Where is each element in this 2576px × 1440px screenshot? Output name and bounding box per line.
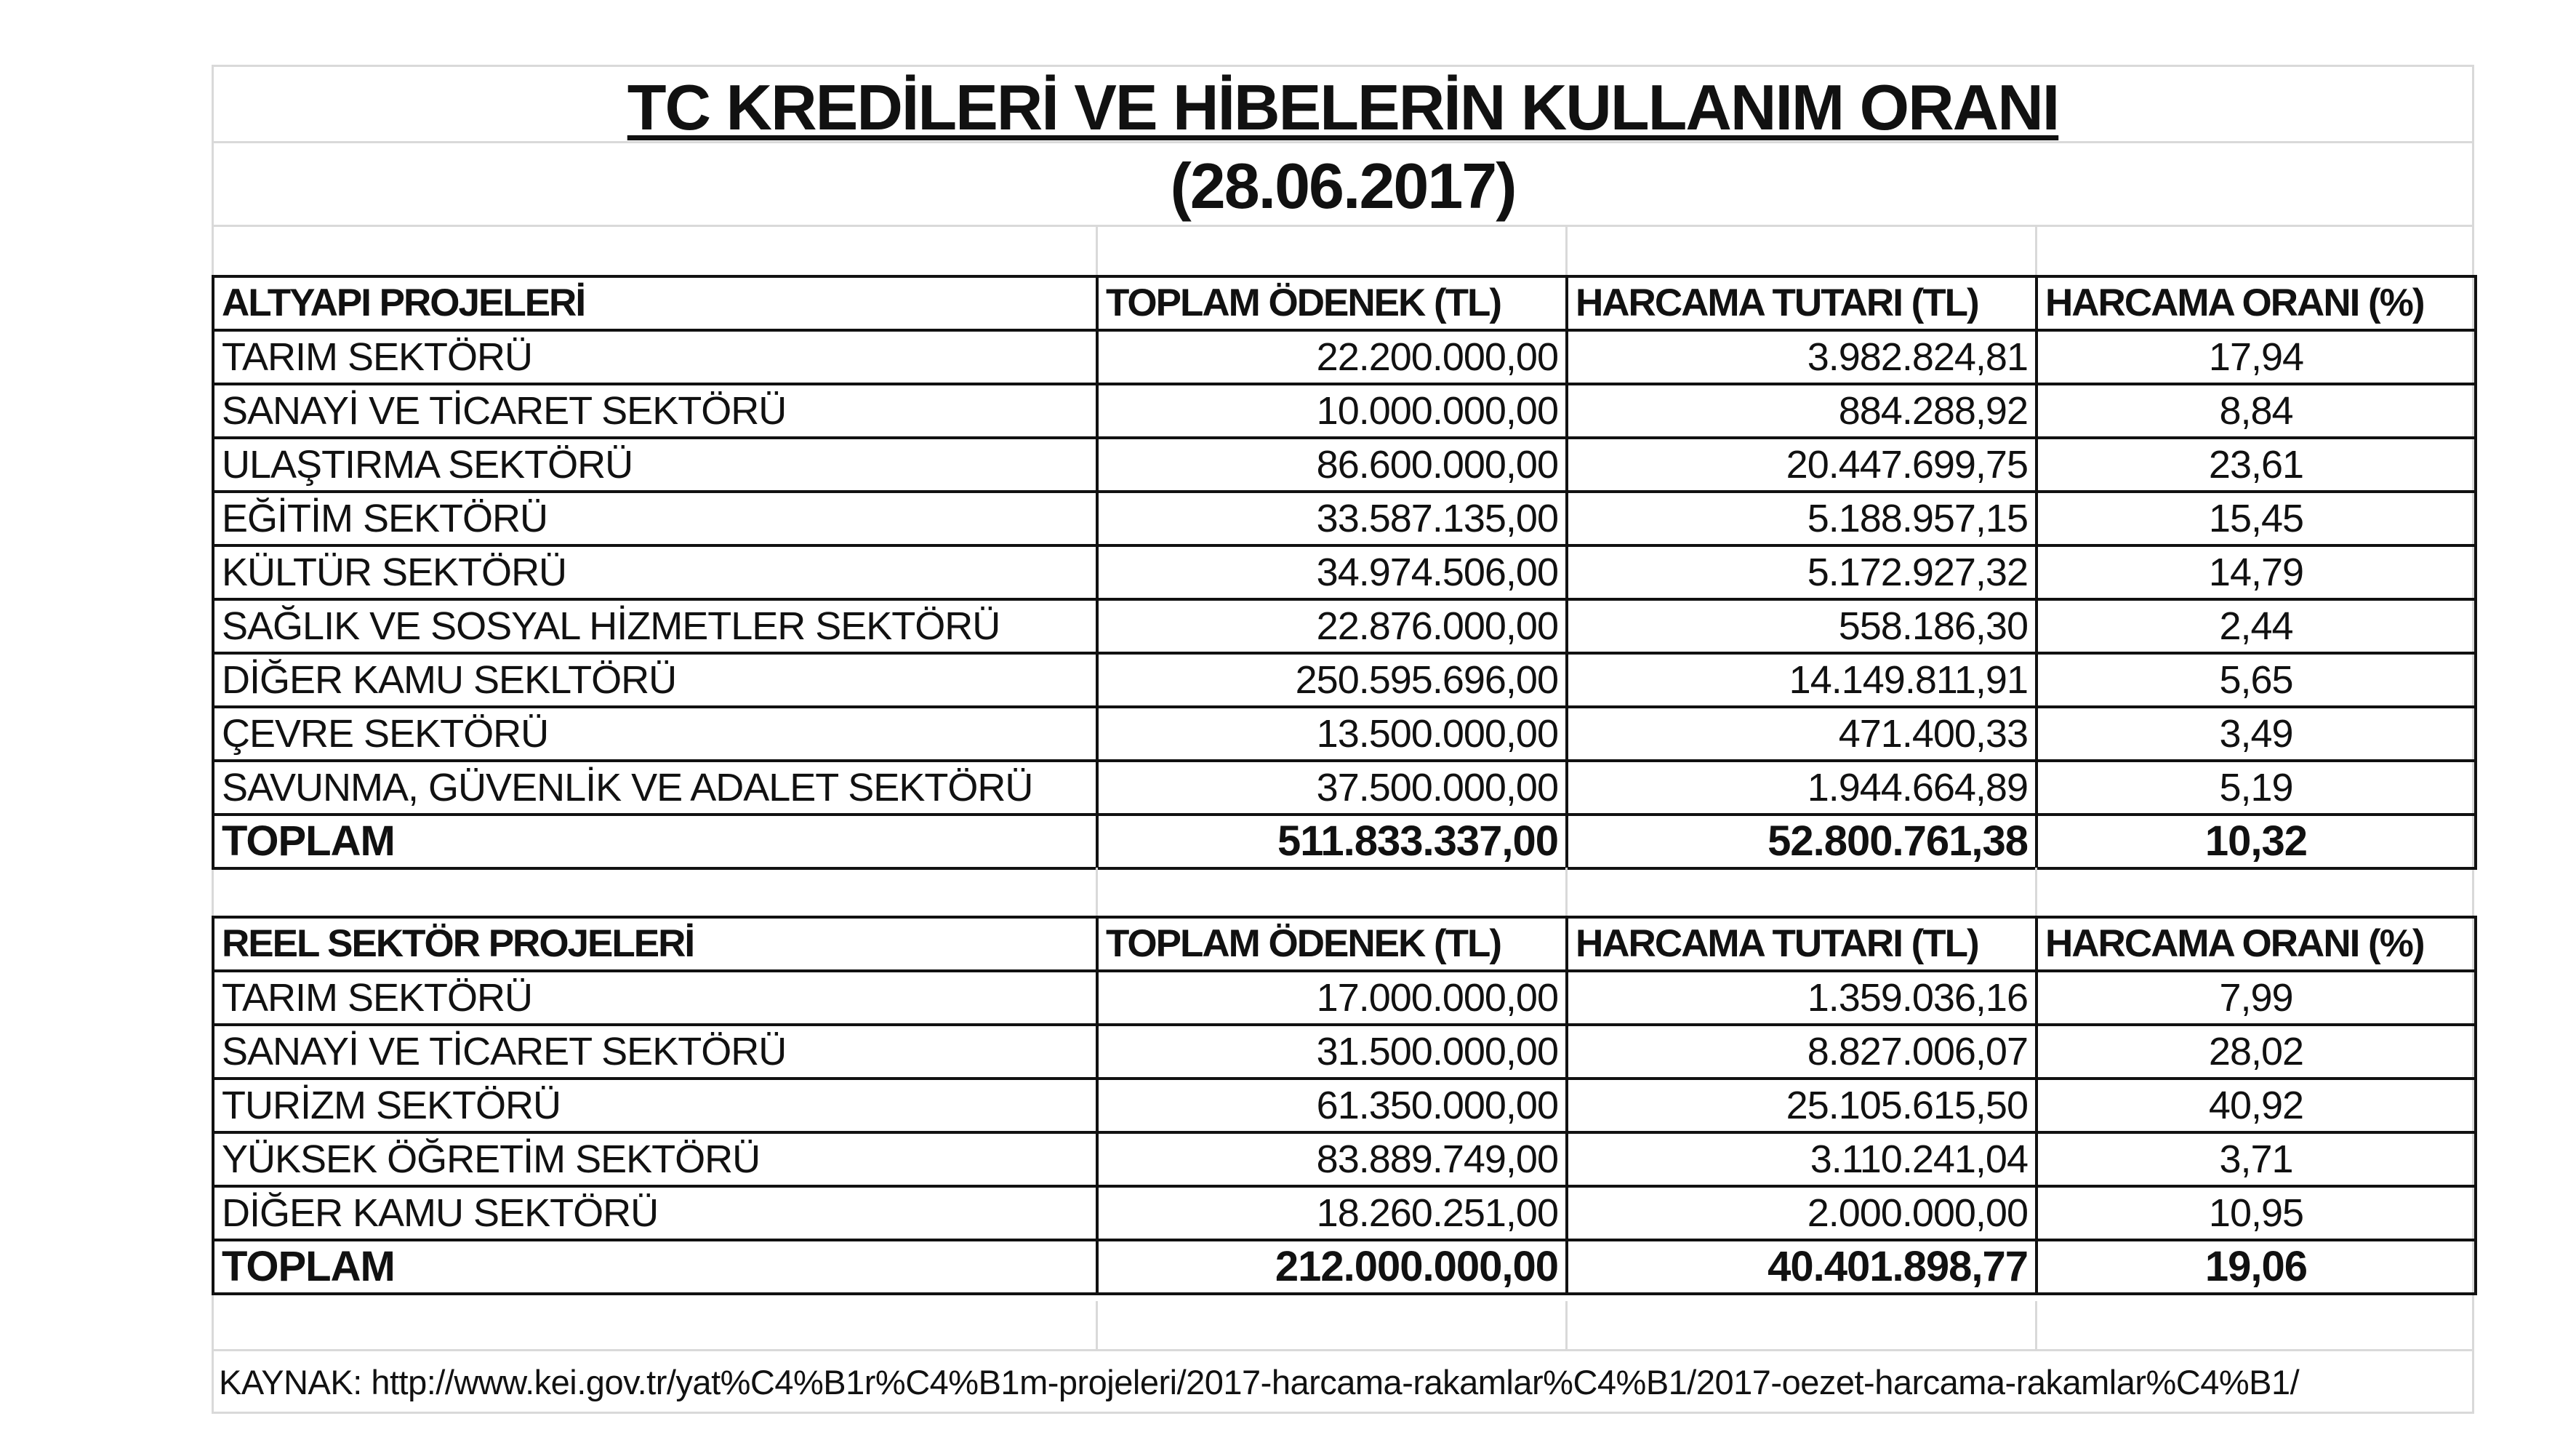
altyapi-header-row <box>213 276 2476 330</box>
col-odenek-header: TOPLAM ÖDENEK (TL) <box>1097 276 1567 330</box>
odenek-value: 86.600.000,00 <box>1097 438 1567 492</box>
sector-name: SANAYİ VE TİCARET SEKTÖRÜ <box>213 1025 1097 1079</box>
harcama-value: 3.110.241,04 <box>1567 1132 2037 1186</box>
page-title: TC KREDİLERİ VE HİBELERİN KULLANIM ORANI <box>627 71 2059 143</box>
sector-name: TARIM SEKTÖRÜ <box>213 330 1097 384</box>
table-row <box>213 761 2476 815</box>
total-row <box>213 1240 2476 1294</box>
harcama-value: 25.105.615,50 <box>1567 1079 2037 1132</box>
total-harcama-value: 52.800.761,38 <box>1567 815 2037 868</box>
table-row <box>213 599 2476 653</box>
oran-value: 8,84 <box>2037 384 2476 438</box>
table-row <box>213 330 2476 384</box>
report-date: (28.06.2017) <box>1170 150 1516 222</box>
table-row <box>213 1186 2476 1240</box>
harcama-value: 1.944.664,89 <box>1567 761 2037 815</box>
table-row <box>213 384 2476 438</box>
harcama-value: 1.359.036,16 <box>1567 971 2037 1025</box>
oran-value: 5,19 <box>2037 761 2476 815</box>
sector-name: DİĞER KAMU SEKLTÖRÜ <box>213 653 1097 707</box>
oran-value: 15,45 <box>2037 492 2476 545</box>
oran-value: 5,65 <box>2037 653 2476 707</box>
oran-value: 14,79 <box>2037 545 2476 599</box>
sector-name: YÜKSEK ÖĞRETİM SEKTÖRÜ <box>213 1132 1097 1186</box>
odenek-value: 61.350.000,00 <box>1097 1079 1567 1132</box>
oran-value: 17,94 <box>2037 330 2476 384</box>
sector-name: SAĞLIK VE SOSYAL HİZMETLER SEKTÖRÜ <box>213 599 1097 653</box>
title-row <box>212 65 2474 143</box>
table-row <box>213 492 2476 545</box>
table-row <box>213 653 2476 707</box>
total-oran-value: 19,06 <box>2037 1240 2476 1294</box>
total-odenek-value: 212.000.000,00 <box>1097 1240 1567 1294</box>
odenek-value: 13.500.000,00 <box>1097 707 1567 761</box>
oran-value: 28,02 <box>2037 1025 2476 1079</box>
harcama-value: 20.447.699,75 <box>1567 438 2037 492</box>
source-note: KAYNAK: http://www.kei.gov.tr/yat%C4%B1r%C4%B1m-projeleri/2017-harcama-rakamlar%C4%B1/2017-oezet-harcama-rakamlar%C4%B1/ <box>212 1349 2474 1412</box>
col-oran-header: HARCAMA ORANI (%) <box>2037 917 2476 971</box>
odenek-value: 22.876.000,00 <box>1097 599 1567 653</box>
oran-value: 40,92 <box>2037 1079 2476 1132</box>
oran-value: 3,71 <box>2037 1132 2476 1186</box>
harcama-value: 558.186,30 <box>1567 599 2037 653</box>
table-row <box>213 1132 2476 1186</box>
subtitle-row <box>212 143 2474 227</box>
table-row <box>213 707 2476 761</box>
sector-name: TARIM SEKTÖRÜ <box>213 971 1097 1025</box>
blank-row <box>212 1301 2474 1349</box>
total-harcama-value: 40.401.898,77 <box>1567 1240 2037 1294</box>
blank-row <box>212 227 2474 275</box>
reel-heading: REEL SEKTÖR PROJELERİ <box>213 917 1097 971</box>
odenek-value: 83.889.749,00 <box>1097 1132 1567 1186</box>
harcama-value: 14.149.811,91 <box>1567 653 2037 707</box>
sector-name: SAVUNMA, GÜVENLİK VE ADALET SEKTÖRÜ <box>213 761 1097 815</box>
odenek-value: 250.595.696,00 <box>1097 653 1567 707</box>
table-row <box>213 971 2476 1025</box>
reel-table-body <box>213 917 2476 1294</box>
odenek-value: 37.500.000,00 <box>1097 761 1567 815</box>
col-harcama-header: HARCAMA TUTARI (TL) <box>1567 917 2037 971</box>
col-oran-header: HARCAMA ORANI (%) <box>2037 276 2476 330</box>
oran-value: 3,49 <box>2037 707 2476 761</box>
total-oran-value: 10,32 <box>2037 815 2476 868</box>
table-row <box>213 545 2476 599</box>
harcama-value: 8.827.006,07 <box>1567 1025 2037 1079</box>
odenek-value: 31.500.000,00 <box>1097 1025 1567 1079</box>
oran-value: 10,95 <box>2037 1186 2476 1240</box>
odenek-value: 22.200.000,00 <box>1097 330 1567 384</box>
sector-name: DİĞER KAMU SEKTÖRÜ <box>213 1186 1097 1240</box>
harcama-value: 884.288,92 <box>1567 384 2037 438</box>
harcama-value: 3.982.824,81 <box>1567 330 2037 384</box>
odenek-value: 18.260.251,00 <box>1097 1186 1567 1240</box>
oran-value: 23,61 <box>2037 438 2476 492</box>
sector-name: SANAYİ VE TİCARET SEKTÖRÜ <box>213 384 1097 438</box>
total-odenek-value: 511.833.337,00 <box>1097 815 1567 868</box>
sector-name: ÇEVRE SEKTÖRÜ <box>213 707 1097 761</box>
total-label: TOPLAM <box>213 815 1097 868</box>
oran-value: 2,44 <box>2037 599 2476 653</box>
col-odenek-header: TOPLAM ÖDENEK (TL) <box>1097 917 1567 971</box>
reel-header-row <box>213 917 2476 971</box>
odenek-value: 17.000.000,00 <box>1097 971 1567 1025</box>
sector-name: ULAŞTIRMA SEKTÖRÜ <box>213 438 1097 492</box>
table-row <box>213 1025 2476 1079</box>
odenek-value: 33.587.135,00 <box>1097 492 1567 545</box>
sector-name: EĞİTİM SEKTÖRÜ <box>213 492 1097 545</box>
table-row <box>213 1079 2476 1132</box>
odenek-value: 10.000.000,00 <box>1097 384 1567 438</box>
col-harcama-header: HARCAMA TUTARI (TL) <box>1567 276 2037 330</box>
reel-table <box>212 916 2477 1295</box>
harcama-value: 471.400,33 <box>1567 707 2037 761</box>
harcama-value: 2.000.000,00 <box>1567 1186 2037 1240</box>
table-row <box>213 438 2476 492</box>
altyapi-heading: ALTYAPI PROJELERİ <box>213 276 1097 330</box>
harcama-value: 5.172.927,32 <box>1567 545 2037 599</box>
harcama-value: 5.188.957,15 <box>1567 492 2037 545</box>
altyapi-table <box>212 275 2477 870</box>
sector-name: TURİZM SEKTÖRÜ <box>213 1079 1097 1132</box>
total-label: TOPLAM <box>213 1240 1097 1294</box>
oran-value: 7,99 <box>2037 971 2476 1025</box>
blank-row <box>212 868 2474 916</box>
total-row <box>213 815 2476 868</box>
altyapi-table-body <box>213 276 2476 868</box>
odenek-value: 34.974.506,00 <box>1097 545 1567 599</box>
sector-name: KÜLTÜR SEKTÖRÜ <box>213 545 1097 599</box>
